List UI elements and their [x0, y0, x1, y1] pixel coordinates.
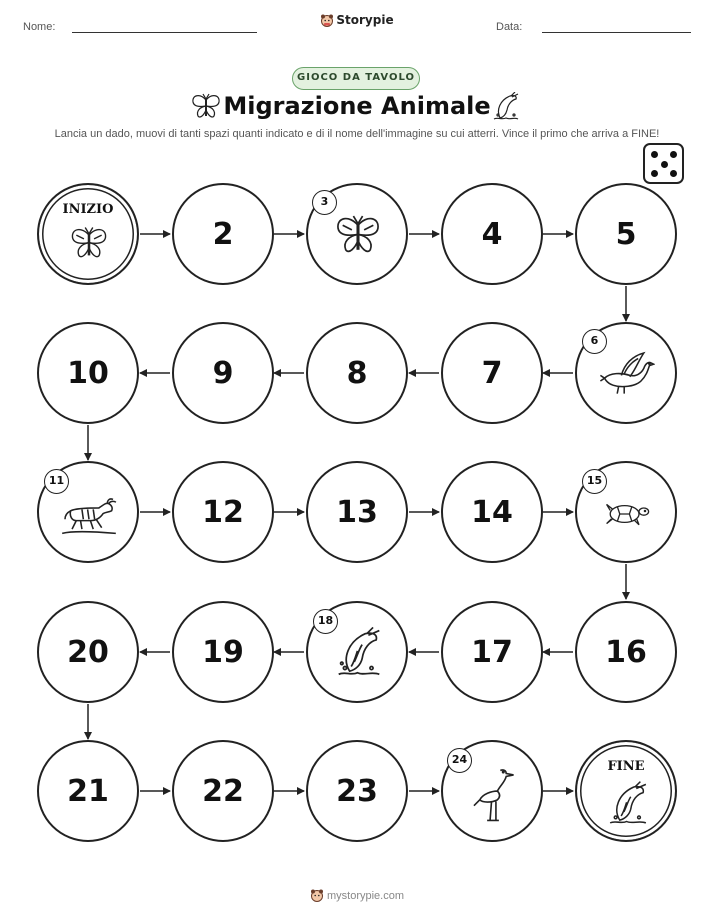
board-space — [172, 601, 274, 703]
board-space-start — [37, 183, 139, 285]
board-space — [306, 322, 408, 424]
space-number: 9 — [212, 355, 234, 391]
finish-label: FINE — [607, 759, 645, 774]
goose-icon — [599, 350, 655, 398]
space-number: 12 — [202, 494, 244, 530]
space-number-badge: 11 — [44, 469, 69, 494]
start-label: INIZIO — [62, 202, 114, 217]
footer-url[interactable]: mystorypie.com — [326, 890, 405, 902]
space-number: 21 — [67, 773, 109, 809]
turtle-icon — [603, 499, 651, 529]
date-label: Data: — [496, 21, 523, 33]
board-space — [575, 601, 677, 703]
space-number: 2 — [212, 216, 234, 252]
page-title: Migrazione Animale — [223, 92, 491, 120]
space-number: 13 — [336, 494, 378, 530]
board-space — [306, 461, 408, 563]
board-space — [575, 183, 677, 285]
space-number: 17 — [471, 634, 513, 670]
footer — [0, 888, 714, 902]
board-space — [441, 183, 543, 285]
board-space — [441, 601, 543, 703]
category-badge: GIOCO DA TAVOLO — [292, 67, 420, 90]
board-space-finish — [575, 740, 677, 842]
storypie-logo-icon — [310, 888, 324, 902]
board-space — [37, 601, 139, 703]
board-space — [172, 740, 274, 842]
space-number-badge: 15 — [582, 469, 607, 494]
board-space — [306, 740, 408, 842]
wildebeest-icon — [59, 491, 119, 539]
whale-icon — [334, 625, 384, 683]
space-number: 8 — [346, 355, 368, 391]
board-space — [37, 740, 139, 842]
instructions: Lancia un dado, muovi di tanti spazi quanti indicato e di il nome dell'immagine su cui atterri. Vince il primo che arriva a FINE! — [54, 128, 660, 140]
board-space — [172, 461, 274, 563]
board-space — [441, 322, 543, 424]
space-number-badge: 18 — [313, 609, 338, 634]
board-space — [172, 183, 274, 285]
crane-icon — [471, 764, 515, 824]
space-number: 10 — [67, 355, 109, 391]
board-space — [37, 322, 139, 424]
space-number: 4 — [481, 216, 503, 252]
space-number: 22 — [202, 773, 244, 809]
space-number-badge: 3 — [312, 190, 337, 215]
space-number: 19 — [202, 634, 244, 670]
name-label: Nome: — [23, 21, 56, 33]
board-space — [441, 461, 543, 563]
space-number: 16 — [605, 634, 647, 670]
space-number: 14 — [471, 494, 513, 530]
space-number: 23 — [336, 773, 378, 809]
space-number-badge: 6 — [582, 329, 607, 354]
space-number-badge: 24 — [447, 748, 472, 773]
whale-icon — [606, 780, 650, 830]
board-space — [172, 322, 274, 424]
space-number: 7 — [481, 355, 503, 391]
space-number: 20 — [67, 634, 109, 670]
brand-name: Storypie — [336, 13, 394, 27]
space-number: 5 — [615, 216, 637, 252]
butterfly-icon — [66, 225, 112, 263]
butterfly-icon — [332, 213, 384, 259]
